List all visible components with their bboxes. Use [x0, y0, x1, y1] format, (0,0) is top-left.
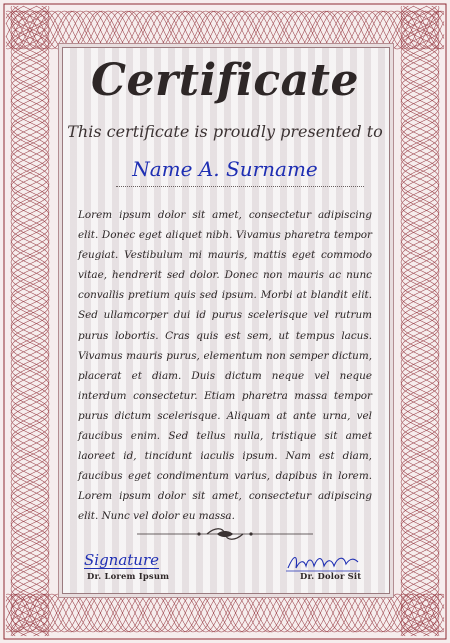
presented-to-text: This certificate is proudly presented to — [67, 122, 383, 141]
certificate-body: Lorem ipsum dolor sit amet, consectetur adipiscing elit. Donec eget aliquet nibh. Vivamus pharetra tempor feugiat. Vestibulum mi mauris, mattis eget commodo vitae, hendrerit sed dolor. Donec non mauris ac nunc convallis pretium quis sed ipsum. Morbi at blandit elit. Sed ullamcorper dui id purus scelerisque vel rutrum purus lobortis. Cras quis est sem, ut tempus lacus. Vivamus mauris purus, elementum non semper dictum, placerat et diam. Duis dictum neque vel neque interdum consectetur. Etiam pharetra massa tempor purus dictum scelerisque. Aliquam at ante urna, vel faucibus enim. Sed tellus nulla, tristique sit amet laoreet id, tincidunt iaculis ipsum. Nam est diam, faucibus eget condimentum varius, dapibus in lorem. Lorem ipsum dolor sit amet, consectetur adipiscing elit. Nunc vel dolor eu massa. — [78, 209, 372, 523]
name-underline — [116, 186, 364, 187]
ornamental-divider — [137, 526, 313, 542]
signer-right-name: Dr. Dolor Sit — [300, 571, 362, 581]
signer-left-name: Dr. Lorem Ipsum — [87, 571, 170, 581]
certificate-title: Certificate — [91, 55, 359, 106]
recipient-name: Name A. Surname — [132, 157, 318, 181]
signature-left: Signature — [84, 551, 160, 569]
